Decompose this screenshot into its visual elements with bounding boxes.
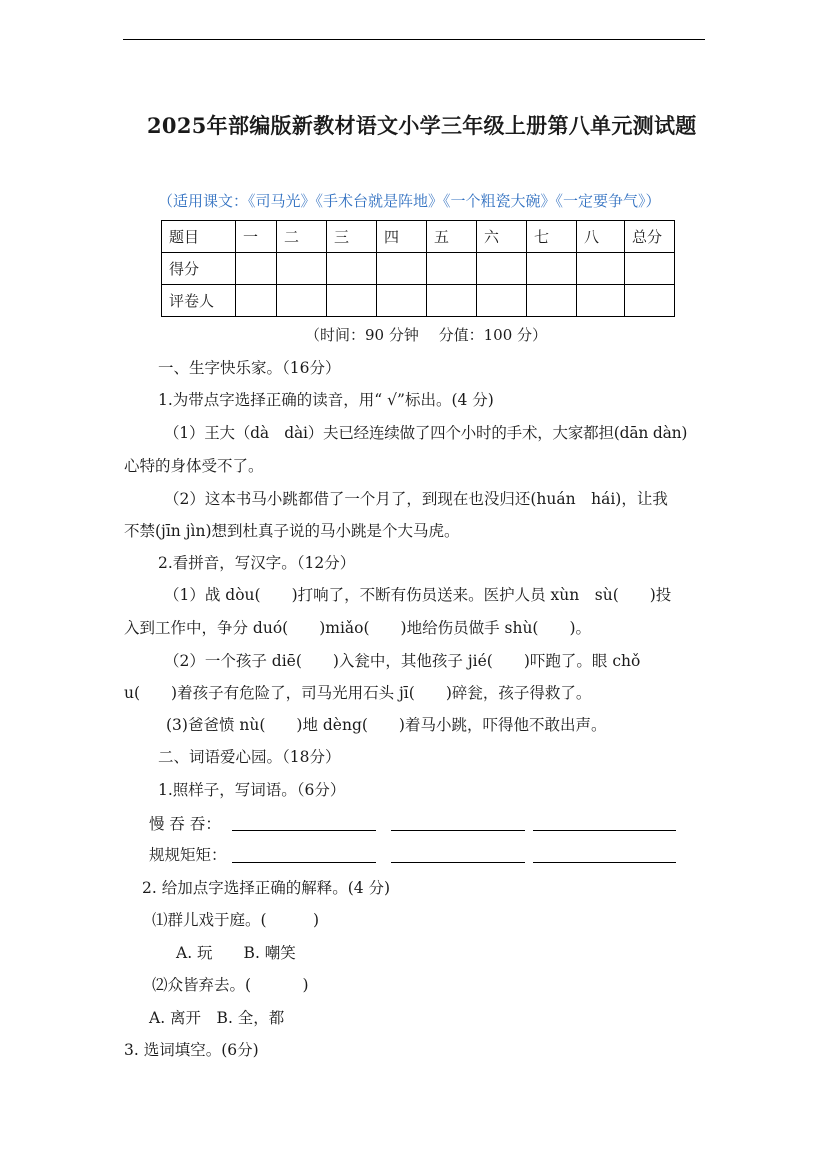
answer-options: A. 玩 B. 嘲笑 (176, 944, 296, 962)
grader-cell[interactable] (427, 285, 477, 317)
score-cell[interactable] (277, 253, 327, 285)
header-cell: 二 (277, 221, 327, 253)
question-text: （2）一个孩子 diē( )入瓮中，其他孩子 jié( )吓跑了。眼 chǒ (164, 652, 641, 670)
question-text: （1）战 dòu( )打响了，不断有伤员送来。医护人员 xùn sù( )投 (164, 586, 672, 604)
question-heading: 3. 选词填空。(6分) (124, 1041, 259, 1059)
grader-cell[interactable] (625, 285, 675, 317)
question-text: 心特的身体受不了。 (124, 457, 264, 475)
header-rule (123, 39, 705, 40)
grader-cell[interactable] (477, 285, 527, 317)
answer-options: A. 离开 B. 全，都 (149, 1009, 285, 1027)
grader-cell[interactable] (577, 285, 625, 317)
score-cell[interactable] (625, 253, 675, 285)
score-table-header-row (162, 221, 675, 253)
score-cell[interactable] (527, 253, 577, 285)
example-word: 慢 吞 吞： (149, 815, 221, 833)
score-cell[interactable] (377, 253, 427, 285)
answer-blank[interactable] (533, 862, 676, 863)
header-cell: 四 (377, 221, 427, 253)
score-cell[interactable] (477, 253, 527, 285)
answer-blank[interactable] (232, 830, 376, 831)
score-cell[interactable] (577, 253, 625, 285)
grader-cell[interactable] (277, 285, 327, 317)
question-heading: 1.为带点字选择正确的读音，用“ √”标出。(4 分) (158, 391, 494, 409)
question-heading: 1.照样子，写词语。（6分） (158, 781, 346, 799)
grader-cell[interactable] (236, 285, 277, 317)
question-text: u( )着孩子有危险了，司马光用石头 jī( )碎瓮，孩子得救了。 (124, 684, 592, 702)
score-table (161, 220, 675, 317)
question-text: (3)爸爸愤 nù( )地 dèng( )着马小跳，吓得他不敢出声。 (166, 716, 607, 734)
question-text: （1）王大（dà dài）夫已经连续做了四个小时的手术，大家都担(dān dàn) (164, 424, 688, 442)
applicable-lessons: （适用课文：《司马光》《手术台就是阵地》《一个粗瓷大碗》《一定要争气》） (158, 192, 661, 210)
score-cell[interactable] (427, 253, 477, 285)
section-heading: 一、生字快乐家。（16分） (158, 359, 341, 377)
answer-blank[interactable] (232, 862, 376, 863)
question-text: ⑴群儿戏于庭。( ) (152, 911, 320, 929)
question-heading: 2. 给加点字选择正确的解释。(4 分) (142, 879, 391, 897)
score-row (162, 253, 675, 285)
answer-blank[interactable] (391, 830, 525, 831)
score-cell[interactable] (236, 253, 277, 285)
header-cell: 七 (527, 221, 577, 253)
question-text: （2）这本书马小跳都借了一个月了，到现在也没归还(huán hái)，让我 (164, 490, 668, 508)
row-label: 评卷人 (162, 285, 236, 317)
header-cell: 三 (327, 221, 377, 253)
header-cell: 题目 (162, 221, 236, 253)
header-cell: 六 (477, 221, 527, 253)
header-cell: 总分 (625, 221, 675, 253)
example-word: 规规矩矩： (149, 846, 227, 864)
page-title: 2025年部编版新教材语文小学三年级上册第八单元测试题 (147, 113, 697, 138)
answer-blank[interactable] (533, 830, 676, 831)
header-cell: 一 (236, 221, 277, 253)
question-text: 不禁(jīn jìn)想到杜真子说的马小跳是个大马虎。 (124, 522, 460, 540)
grader-cell[interactable] (377, 285, 427, 317)
question-text: ⑵众皆弃去。( ) (152, 976, 309, 994)
exam-time-score: （时间：90 分钟 分值：100 分） (305, 326, 548, 344)
header-cell: 五 (427, 221, 477, 253)
answer-blank[interactable] (391, 862, 525, 863)
section-heading: 二、词语爱心园。（18分） (158, 748, 341, 766)
header-cell: 八 (577, 221, 625, 253)
grader-cell[interactable] (527, 285, 577, 317)
question-text: 入到工作中，争分 duó( )miǎo( )地给伤员做手 shù( )。 (124, 619, 592, 637)
grader-cell[interactable] (327, 285, 377, 317)
grader-row (162, 285, 675, 317)
question-heading: 2.看拼音，写汉字。（12分） (158, 554, 356, 572)
score-cell[interactable] (327, 253, 377, 285)
row-label: 得分 (162, 253, 236, 285)
